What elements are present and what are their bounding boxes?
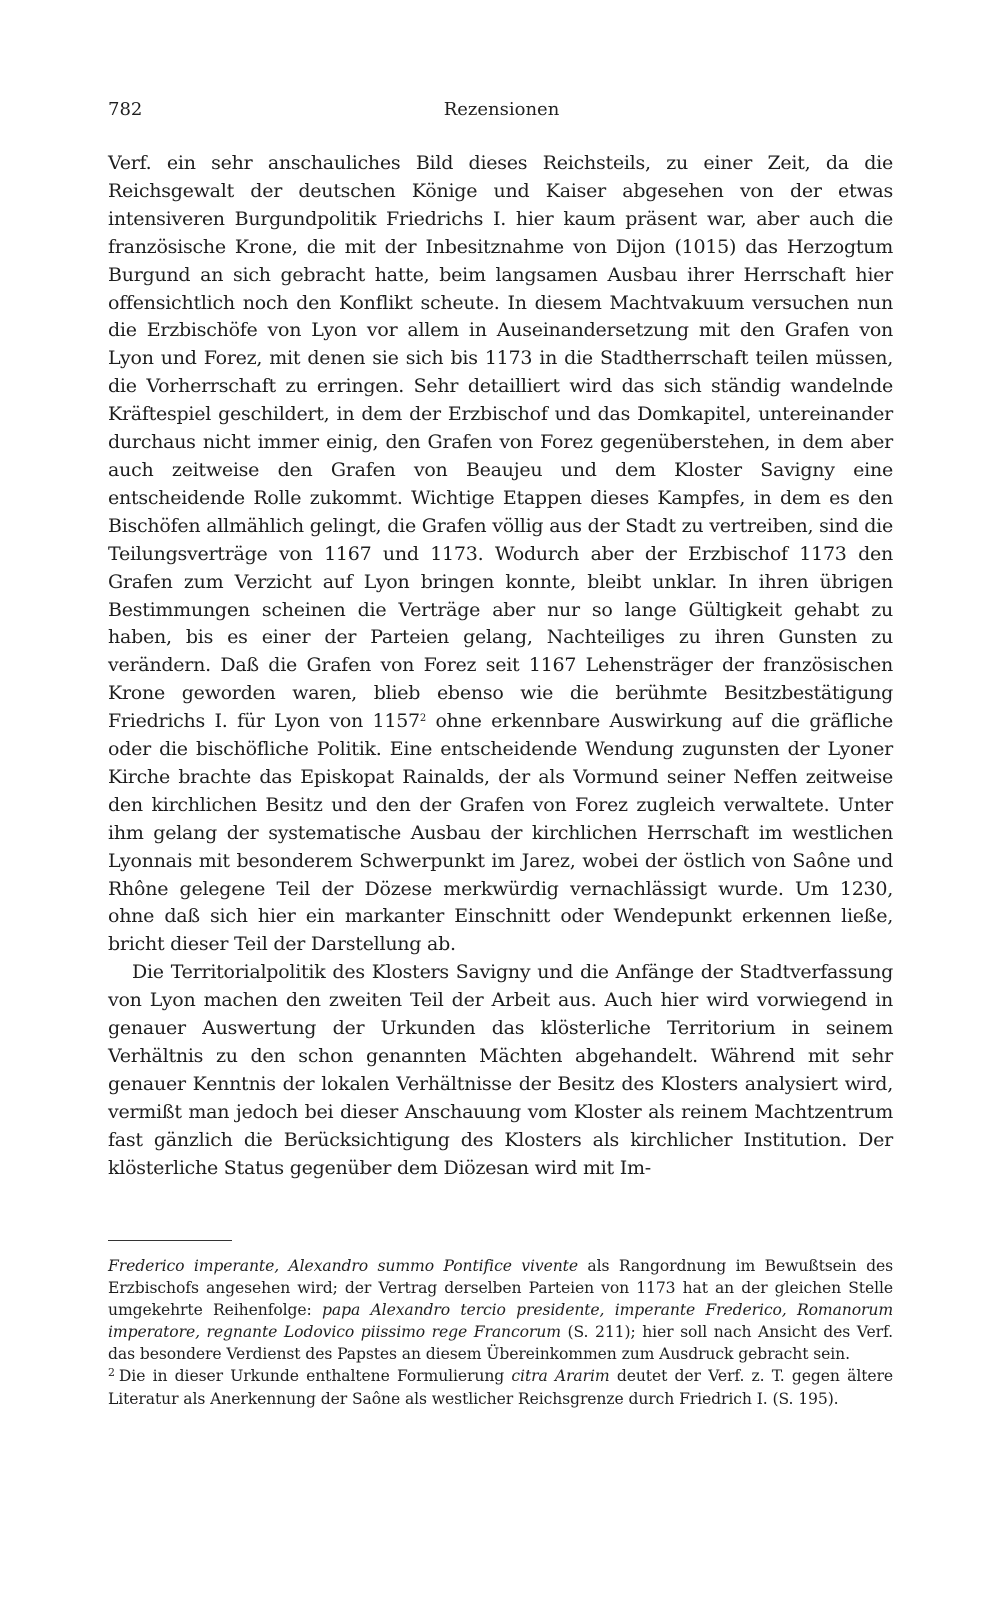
- page-number: 782: [108, 99, 143, 120]
- footnote-1-latin-quote-b: papa Alexandro tercio presidente, imperante Frederico, Romanorum imperatore, regnante Lodovico piissimo rege Francorum: [108, 1301, 894, 1342]
- footnote-1-text-a: als Rangordnung im Bewußtsein des Erzbischofs angesehen wird; der Vertrag derselben Parteien von 1173 hat an der gleichen Stelle umgekehrte Reihenfolge:: [108, 1257, 893, 1320]
- footnote-1-latin-quote-a: Frederico imperante, Alexandro summo Pontifice vivente: [108, 1257, 578, 1275]
- paragraph-1-text-a: Verf. ein sehr anschauliches Bild dieses Reichsteils, zu einer Zeit, da die Reichsgewalt der deutschen Könige und Kaiser abgesehen von der etwas intensiveren Burgundpolitik Friedrichs I. hier kaum präsent war, aber auch die französische Krone, die mit der Inbesitznahme von Dijon (1015) das Herzogtum Burgund an sich gebracht hatte, beim langsamen Ausbau ihrer Herrschaft hier offensichtlich noch den Konflikt scheute. In diesem Machtvakuum versuchen nun die Erzbischöfe von Lyon vor allem in Auseinandersetzung mit den Grafen von Lyon und Forez, mit denen sie sich bis 1173 in die Stadtherrschaft teilen müssen, die Vorherrschaft zu erringen. Sehr detailliert wird das sich ständig wandelnde Kräftespiel geschildert, in dem der Erzbischof und das Domkapitel, untereinander durchaus nicht immer einig, den Grafen von Forez gegenüberstehen, in dem aber auch zeitweise den Grafen von Beaujeu und dem Kloster Savigny eine entscheidende Rolle zukommt. Wichtige Etappen dieses Kampfes, in dem es den Bischöfen allmählich gelingt, die Grafen völlig aus der Stadt zu vertreiben, sind die Teilungsverträge von 1167 und 1173. Wodurch aber der Erzbischof 1173 den Grafen zum Verzicht auf Lyon bringen konnte, bleibt unklar. In ihren übrigen Bestimmungen scheinen die Verträge aber nur so lange Gültigkeit gehabt zu haben, bis es einer der Parteien gelang, Nachteiliges zu ihren Gunsten zu verändern. Daß die Grafen von Forez seit 1167 Lehensträger der französischen Krone geworden waren, blieb ebenso wie die berühmte Besitzbestätigung Friedrichs I. für Lyon von 1157: [108, 152, 893, 733]
- footnote-separator: [108, 1240, 232, 1241]
- page-header: [108, 99, 895, 125]
- body-text: [108, 150, 893, 1183]
- footnote-1-continued: [108, 1255, 893, 1365]
- paragraph-1-text-b: ohne erkennbare Auswirkung auf die gräfliche oder die bischöfliche Politik. Eine entscheidende Wendung zugunsten der Lyoner Kirche brachte das Episkopat Rainalds, der als Vormund seiner Neffen zeitweise den kirchlichen Besitz und den der Grafen von Forez zugleich verwaltete. Unter ihm gelang der systematische Ausbau der kirchlichen Herrschaft im westlichen Lyonnais mit besonderem Schwerpunkt im Jarez, wobei der östlich von Saône und Rhône gelegene Teil der Dözese merkwürdig vernachlässigt wurde. Um 1230, ohne daß sich hier ein markanter Einschnitt oder Wendepunkt erkennen ließe, bricht dieser Teil der Darstellung ab.: [108, 710, 893, 956]
- running-head: Rezensionen: [443, 99, 560, 120]
- footnote-2-latin-term: citra Ararim: [511, 1367, 610, 1386]
- footnote-1-text-b: (S. 211); hier soll nach Ansicht des Verf. das besondere Verdienst des Papstes an diesem Übereinkommen zum Ausdruck gebracht sein.: [108, 1323, 893, 1364]
- body-paragraph-1: [108, 150, 893, 959]
- footnote-reference-2: 2: [419, 713, 426, 725]
- body-paragraph-2: Die Territorialpolitik des Klosters Savigny und die Anfänge der Stadtverfassung von Lyon machen den zweiten Teil der Arbeit aus. Auch hier wird vorwiegend in genauer Auswertung der Urkunden das klösterliche Territorium in seinem Verhältnis zu den schon genannten Mächten abgehandelt. Während mit sehr genauer Kenntnis der lokalen Verhältnisse der Besitz des Klosters analysiert wird, vermißt man jedoch bei dieser Anschauung vom Kloster als reinem Machtzentrum fast gänzlich die Berücksichtigung des Klosters als kirchlicher Institution. Der klösterliche Status gegenüber dem Diözesan wird mit Im-: [108, 961, 893, 1179]
- footnote-2: [108, 1365, 893, 1409]
- footnote-2-text-a: Die in dieser Urkunde enthaltene Formulierung: [118, 1367, 512, 1386]
- footnote-2-text-b: deutet der Verf. z. T. gegen ältere Literatur als Anerkennung der Saône als westlicher Reichsgrenze durch Friedrich I. (S. 195).: [108, 1367, 893, 1408]
- footnote-2-marker: 2: [108, 1366, 115, 1380]
- footnotes: [108, 1255, 893, 1410]
